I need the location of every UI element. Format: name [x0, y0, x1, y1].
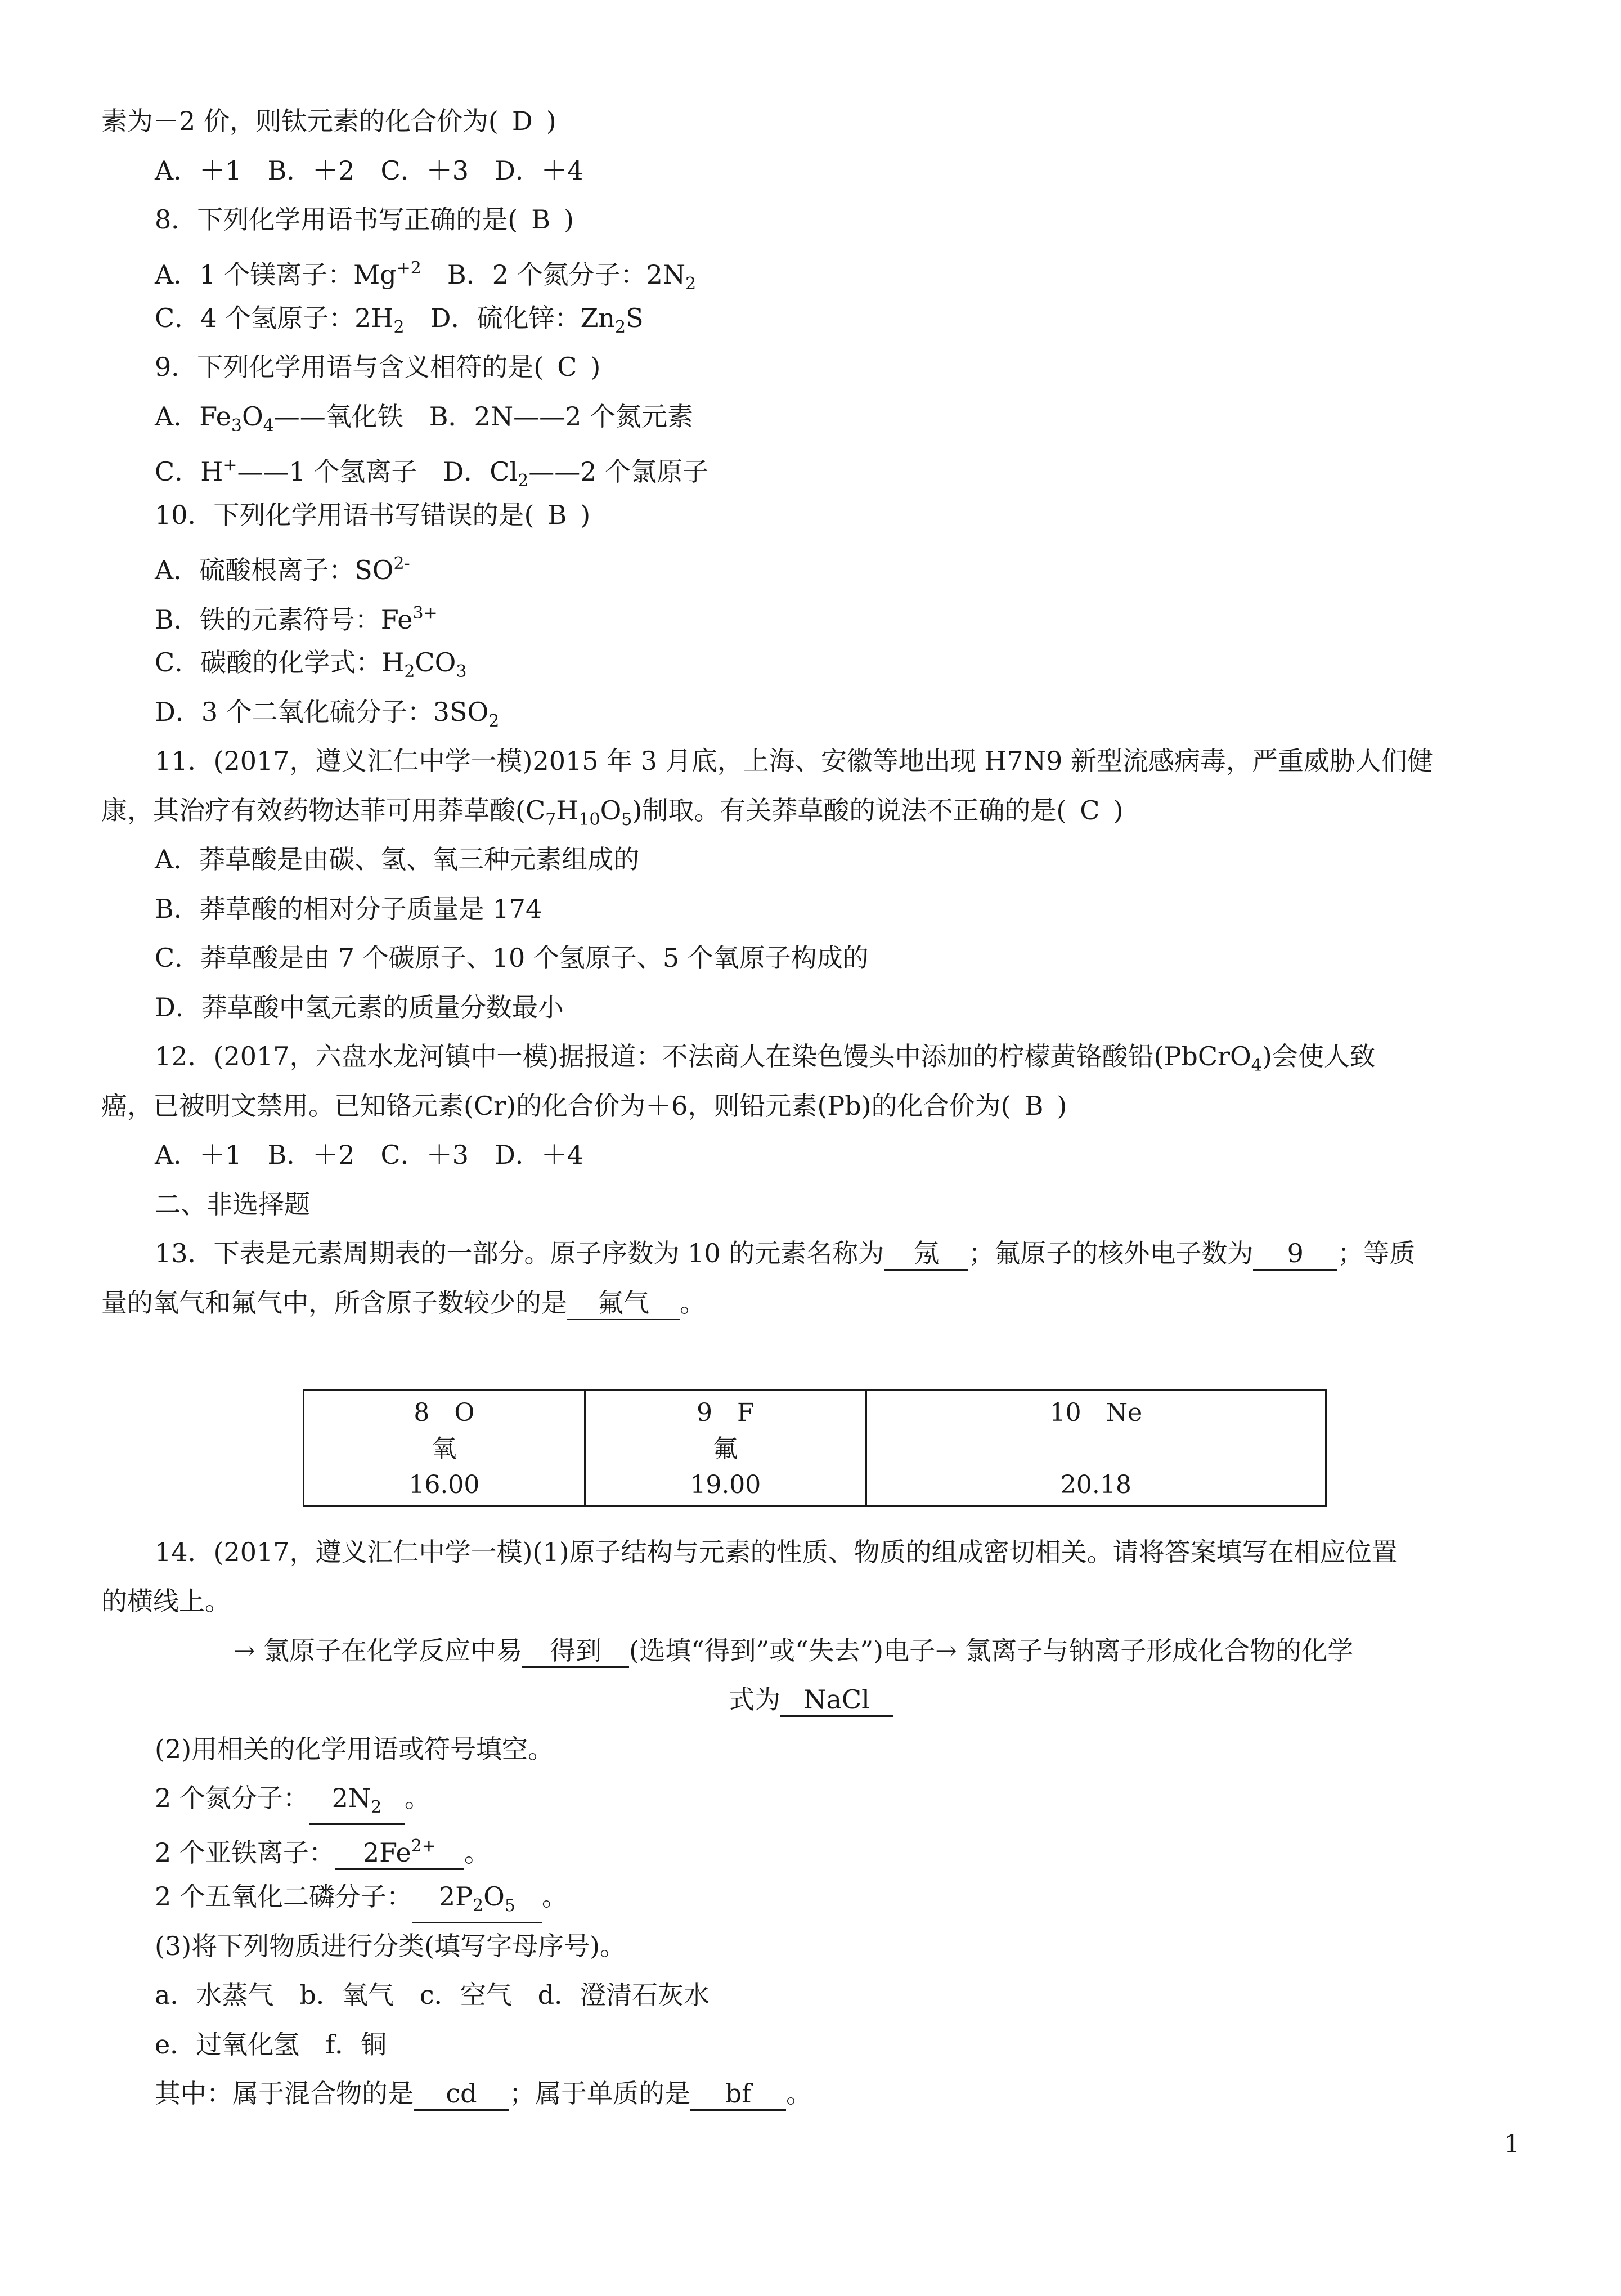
options-line: A．＋1 B．＋2 C．＋3 D．＋4	[155, 155, 584, 186]
option-line: D．3 个二氧化硫分子：$3SO_2$	[155, 697, 500, 731]
flow-line-cont: 式为 NaCl	[729, 1683, 893, 1716]
option-line: A．硫酸根离子：$SO^{2-}$	[155, 554, 410, 585]
answer: B	[547, 500, 567, 530]
answer-blank: $2N_2$	[309, 1782, 405, 1825]
page-number: 1	[1504, 2130, 1520, 2159]
answer: C	[1080, 795, 1100, 826]
option-line: C．碳酸的化学式：$H_2CO_3$	[155, 647, 467, 681]
question-11: 11．(2017，遵义汇仁中学一模)2015 年 3 月底，上海、安徽等地出现 H7N9 新型流感病毒，严重威胁人们健	[155, 746, 1433, 776]
answer-blank: 得到	[522, 1635, 629, 1668]
part-3-heading: (3)将下列物质进行分类(填写字母序号)。	[155, 1931, 626, 1961]
question-14: 14．(2017，遵义汇仁中学一模)(1)原子结构与元素的性质、物质的组成密切相关。请将答案填写在相应位置	[155, 1537, 1398, 1567]
fill-line: 2 个氮分子： $2N_2$ 。	[155, 1781, 430, 1815]
answer: B	[1024, 1091, 1044, 1121]
flow-line: → 氯原子在化学反应中易 得到 (选填“得到”或“失去”)电子→ 氯离子与钠离子形成化合物的化学	[234, 1634, 1353, 1667]
answer-blank: bf	[690, 2078, 786, 2111]
question-10: 10．下列化学用语书写错误的是( B )	[155, 500, 591, 530]
option-line: B．莽草酸的相对分子质量是 174	[155, 894, 542, 924]
fill-line: 其中：属于混合物的是 cd ；属于单质的是 bf 。	[155, 2077, 812, 2110]
option-line: C．H+——1 个氢离子 D．$Cl_2——2$ 个氯原子	[155, 455, 709, 491]
answer: D	[511, 106, 533, 136]
fill-line: 2 个亚铁离子： $2Fe^{2+}$ 。	[155, 1831, 490, 1864]
question-13-cont: 量的氧气和氟气中，所含原子数较少的是 氟气 。	[101, 1286, 706, 1320]
items-line: e．过氧化氢 f．铜	[155, 2029, 387, 2060]
question-11-cont: 康，其治疗有效药物达菲可用莽草酸$(C_7H_{10}O_5)$制取。有关莽草酸的说法不正确的是( C )	[101, 795, 1124, 829]
question-14-cont: 的横线上。	[101, 1586, 231, 1616]
answer-blank: 氟气	[567, 1287, 680, 1320]
question-13: 13．下表是元素周期表的一部分。原子序数为 10 的元素名称为 氖 ；氟原子的核外电子数为 9 ；等质	[155, 1236, 1415, 1270]
answer-blank: cd	[414, 2078, 509, 2111]
items-line: a．水蒸气 b．氧气 c．空气 d．澄清石灰水	[155, 1980, 710, 2010]
options-line: A．＋1 B．＋2 C．＋3 D．＋4	[155, 1140, 584, 1170]
element-cell-fluorine: 9 F 氟 19.00	[585, 1390, 866, 1506]
element-cell-oxygen: 8 O 氧 16.00	[304, 1390, 585, 1506]
answer: C	[557, 352, 577, 382]
answer-blank: 9	[1253, 1237, 1337, 1271]
question-8: 8．下列化学用语书写正确的是( B )	[155, 204, 574, 235]
option-line: B．铁的元素符号：$Fe^{3+}$	[155, 603, 438, 635]
question-12: 12．(2017，六盘水龙河镇中一模)据报道：不法商人在染色馒头中添加的柠檬黄铬酸铅(PbCrO$_4$)会使人致	[155, 1041, 1376, 1075]
answer-blank: 氖	[884, 1237, 968, 1271]
section-heading: 二、非选择题	[155, 1189, 310, 1219]
part-2-heading: (2)用相关的化学用语或符号填空。	[155, 1734, 554, 1764]
option-line: D．莽草酸中氢元素的质量分数最小	[155, 992, 564, 1023]
option-line: A．1 个镁离子：$Mg^{+2}$ B．2 个氮分子：$2N_2$	[155, 258, 697, 294]
question-9: 9．下列化学用语与含义相符的是( C )	[155, 352, 601, 382]
answer: B	[531, 204, 551, 235]
answer-blank: NaCl	[780, 1684, 893, 1717]
element-cell-neon: 10 Ne 20.18	[866, 1390, 1326, 1506]
answer-blank: $2Fe^{2+}$	[335, 1831, 464, 1870]
option-line: A．$Fe_3O_4——$氧化铁 B．2N——2 个氮元素	[155, 401, 693, 436]
option-line: C．4 个氢原子：$2H_2$ D．硫化锌：$Zn_2S$	[155, 303, 644, 337]
answer-blank: $2P_2O_5$	[412, 1881, 542, 1923]
question-12-cont: 癌，已被明文禁用。已知铬元素(Cr)的化合价为＋6，则铅元素(Pb)的化合价为( B )	[101, 1091, 1067, 1121]
fill-line: 2 个五氧化二磷分子： $2P_2O_5$ 。	[155, 1880, 568, 1913]
text-line: 素为－2 价，则钛元素的化合价为( D )	[101, 106, 556, 136]
option-line: C．莽草酸是由 7 个碳原子、10 个氢原子、5 个氧原子构成的	[155, 943, 869, 973]
option-line: A．莽草酸是由碳、氢、氧三种元素组成的	[155, 844, 640, 875]
periodic-table	[303, 1389, 1327, 1507]
